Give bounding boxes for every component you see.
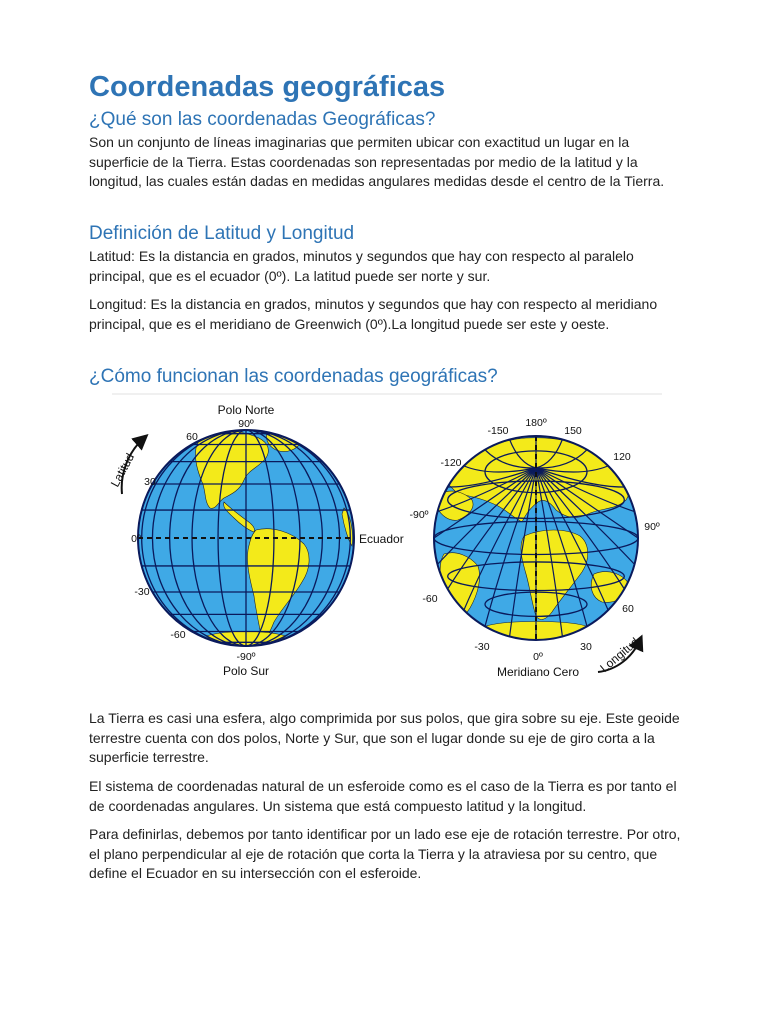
tick-lon-minus30: -30 [474,641,490,653]
paragraph-que-son: Son un conjunto de líneas imaginarias que permiten ubicar con exactitud un lugar en la superficie de la Tierra. Estas coordenadas son representadas por medio de la latitud y la longitud, las cuales están dadas en medidas angulares medidas desde el centro de la Tierra. [89,134,665,189]
tick-lat-60: 60 [186,431,198,443]
document-title: Coordenadas geográficas [89,71,446,103]
tick-lat-30: 30 [144,476,156,488]
paragraph-sistema-coordenadas: El sistema de coordenadas natural de un esferoide como es el caso de la Tierra es por tanto el de coordenadas angulares. Un sistema que está compuesto latitud y la longitud. [89,778,677,814]
globes-illustration [106,390,666,690]
globe-latitude [108,403,404,678]
label-polo-sur: Polo Sur [222,664,270,678]
paragraph-latitud: Latitud: Es la distancia en grados, minutos y segundos que hay con respecto al paralelo principal, que es el ecuador (0º). La latitud puede ser norte y sur. [89,248,634,284]
paragraph-definirlas: Para definirlas, debemos por tanto identificar por un lado ese eje de rotación terrestre. Por otro, el plano perpendicular al eje de rotación que corta la Tierra y la atraviesa por su centro, que define el Ecuador en su intersección con el esferoide. [89,826,681,881]
tick-lon-minus90: -90º [409,509,429,521]
tick-lon-120: 120 [613,451,631,463]
tick-lon-180: 180º [525,417,547,429]
tick-lat-0: 0º [131,533,141,545]
label-ecuador: Ecuador [359,532,404,546]
tick-lon-minus60: -60 [422,593,438,605]
tick-lon-150: 150 [564,425,582,437]
tick-lat-minus30: -30 [134,586,150,598]
tick-lon-0: 0º [533,651,543,663]
tick-lon-60: 60 [622,603,634,615]
heading-que-son: ¿Qué son las coordenadas Geográficas? [89,109,436,130]
globes-figure [106,390,666,690]
tick-lon-30: 30 [580,641,592,653]
tick-lat-minus90: -90º [236,651,256,663]
heading-definicion: Definición de Latitud y Longitud [89,223,355,244]
label-longitud: Longitud [597,634,642,676]
label-polo-norte: Polo Norte [217,403,275,417]
label-latitud: Latitud [107,450,138,490]
tick-lon-90: 90º [644,521,660,533]
tick-lon-minus150: -150 [487,425,509,437]
globe-longitude [409,417,659,679]
paragraph-longitud: Longitud: Es la distancia en grados, minutos y segundos que hay con respecto al meridiano principal, que es el meridiano de Greenwich (0º).La longitud puede ser este y oeste. [89,296,658,332]
paragraph-tierra-esfera: La Tierra es casi una esfera, algo comprimida por sus polos, que gira sobre su eje. Este geoide terrestre cuenta con dos polos, Norte y Sur, que son el lugar donde su eje de giro corta a la superficie terrestre. [89,710,680,765]
label-meridiano-cero: Meridiano Cero [496,665,580,679]
tick-lat-90: 90º [238,418,254,430]
tick-lon-minus120: -120 [440,457,462,469]
tick-lat-minus60: -60 [170,629,186,641]
heading-como-funcionan: ¿Cómo funcionan las coordenadas geográficas? [89,366,498,387]
